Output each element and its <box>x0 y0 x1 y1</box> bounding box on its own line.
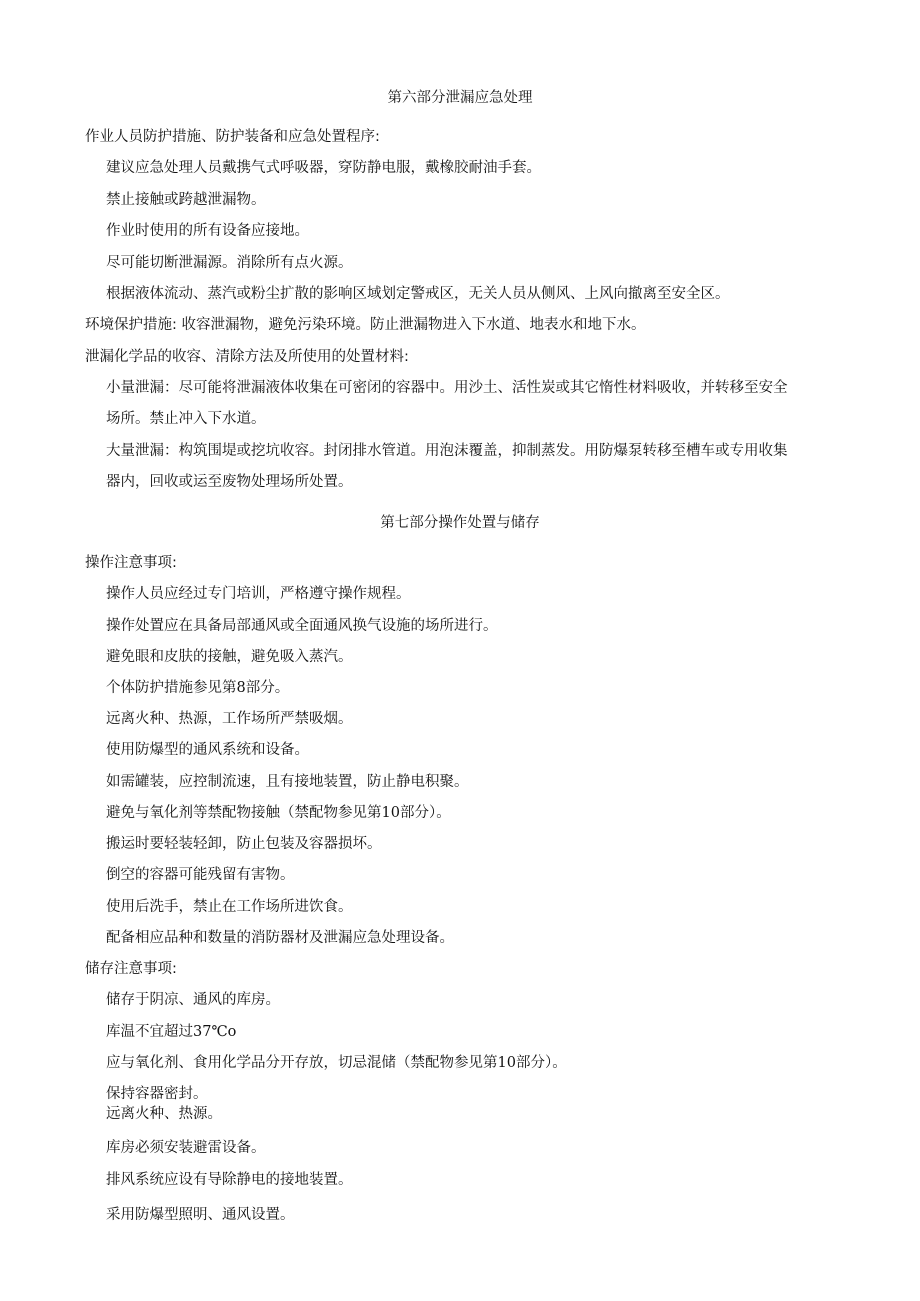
operation-heading: 操作注意事项: <box>85 555 177 571</box>
protection-item: 建议应急处理人员戴携气式呼吸器，穿防静电服，戴橡胶耐油手套。 <box>106 160 541 176</box>
small-spill-line: 场所。禁止冲入下水道。 <box>106 411 266 427</box>
section6-title: 第六部分泄漏应急处理 <box>387 90 533 106</box>
large-spill-line: 器内，回收或运至废物处理场所处置。 <box>106 474 353 490</box>
operation-item: 操作处置应在具备局部通风或全面通风换气设施的场所进行。 <box>106 618 498 634</box>
storage-item: 远离火种、热源。 <box>106 1106 222 1122</box>
operation-item: 配备相应品种和数量的消防器材及泄漏应急处理设备。 <box>106 930 454 946</box>
operation-item: 如需罐装，应控制流速，且有接地装置，防止静电积聚。 <box>106 774 469 790</box>
operation-item: 使用防爆型的通风系统和设备。 <box>106 742 309 758</box>
storage-item: 保持容器密封。 <box>106 1086 208 1102</box>
section7-title: 第七部分操作处置与储存 <box>380 515 540 531</box>
storage-item: 应与氧化剂、食用化学品分开存放，切忌混储（禁配物参见第10部分）。 <box>106 1055 567 1071</box>
protection-item: 尽可能切断泄漏源。消除所有点火源。 <box>106 255 353 271</box>
large-spill-line: 大量泄漏：构筑围堤或挖坑收容。封闭排水管道。用泡沫覆盖，抑制蒸发。用防爆泵转移至槽车或专用收集 <box>106 443 788 459</box>
operation-item: 操作人员应经过专门培训，严格遵守操作规程。 <box>106 586 411 602</box>
operation-item: 使用后洗手，禁止在工作场所进饮食。 <box>106 899 353 915</box>
protection-item: 根据液体流动、蒸汽或粉尘扩散的影响区域划定警戒区，无关人员从侧风、上风向撤离至安全区。 <box>106 286 730 302</box>
storage-item: 库温不宜超过37℃o <box>106 1024 237 1040</box>
protection-item: 作业时使用的所有设备应接地。 <box>106 223 309 239</box>
storage-item: 库房必须安装避雷设备。 <box>106 1140 266 1156</box>
storage-heading: 储存注意事项: <box>85 961 177 977</box>
protection-item: 禁止接触或跨越泄漏物。 <box>106 192 266 208</box>
operation-item: 个体防护措施参见第8部分。 <box>106 680 290 696</box>
storage-item: 采用防爆型照明、通风设置。 <box>106 1207 295 1223</box>
operation-item: 避免眼和皮肤的接触，避免吸入蒸汽。 <box>106 649 353 665</box>
storage-item: 排风系统应设有导除静电的接地装置。 <box>106 1172 353 1188</box>
operation-item: 避免与氧化剂等禁配物接触（禁配物参见第10部分）。 <box>106 805 451 821</box>
env-protection-line <box>85 315 646 335</box>
operation-item: 倒空的容器可能残留有害物。 <box>106 867 295 883</box>
operation-item: 远离火种、热源，工作场所严禁吸烟。 <box>106 711 353 727</box>
disposal-heading: 泄漏化学品的收容、清除方法及所使用的处置材料: <box>85 349 409 365</box>
env-protection-text: 收容泄漏物，避免污染环境。防止泄漏物进入下水道、地表水和地下水。 <box>181 317 646 333</box>
small-spill-line: 小量泄漏：尽可能将泄漏液体收集在可密闭的容器中。用沙土、活性炭或其它惰性材料吸收，并转移至安全 <box>106 380 788 396</box>
env-protection-label: 环境保护措施: <box>85 317 177 333</box>
storage-item: 储存于阴凉、通风的库房。 <box>106 992 280 1008</box>
operation-item: 搬运时要轻装轻卸，防止包装及容器损坏。 <box>106 836 382 852</box>
protection-heading: 作业人员防护措施、防护装备和应急处置程序: <box>85 129 380 145</box>
